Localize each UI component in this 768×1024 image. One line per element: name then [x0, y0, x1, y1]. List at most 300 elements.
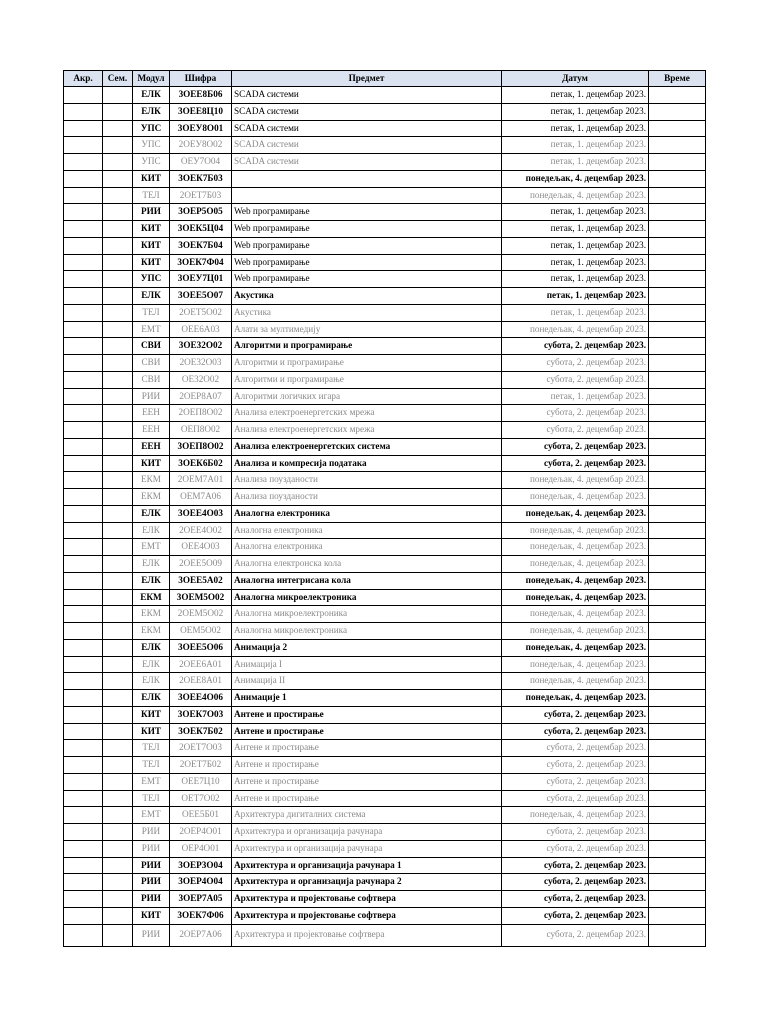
cell-predmet: Архитектура и пројектовање софтвера — [232, 907, 502, 924]
table-row — [64, 840, 706, 857]
cell-datum: субота, 2. децембар 2023. — [502, 840, 649, 857]
cell-modul: ЕЛК — [133, 522, 170, 539]
cell-sifra: 3ОЕК6Б02 — [170, 455, 232, 472]
cell-akr — [64, 606, 103, 623]
cell-sem — [103, 824, 133, 841]
cell-predmet: Web програмирање — [232, 237, 502, 254]
cell-sem — [103, 137, 133, 154]
cell-sifra: ОЕМ7А06 — [170, 489, 232, 506]
cell-sifra: 2ОЕЕ6А01 — [170, 656, 232, 673]
table-row — [64, 505, 706, 522]
cell-predmet: Аналогна електроника — [232, 522, 502, 539]
cell-datum: понедељак, 4. децембар 2023. — [502, 321, 649, 338]
cell-sifra: 3ОЕЕ8Ц10 — [170, 103, 232, 120]
table-row — [64, 304, 706, 321]
cell-akr — [64, 840, 103, 857]
cell-vreme — [649, 355, 706, 372]
table-row — [64, 706, 706, 723]
cell-sem — [103, 773, 133, 790]
cell-datum: субота, 2. децембар 2023. — [502, 405, 649, 422]
cell-modul: ЕЛК — [133, 505, 170, 522]
cell-sifra: 3ОЕЕ5А02 — [170, 572, 232, 589]
cell-vreme — [649, 204, 706, 221]
cell-sem — [103, 221, 133, 238]
table-row — [64, 907, 706, 924]
cell-sem — [103, 857, 133, 874]
table-row — [64, 489, 706, 506]
cell-modul: КИТ — [133, 706, 170, 723]
cell-predmet: Архитектура и пројектовање софтвера — [232, 891, 502, 908]
cell-predmet: Антене и простирање — [232, 740, 502, 757]
cell-predmet: SCADA системи — [232, 154, 502, 171]
cell-datum: понедељак, 4. децембар 2023. — [502, 489, 649, 506]
cell-datum: понедељак, 4. децембар 2023. — [502, 673, 649, 690]
cell-vreme — [649, 656, 706, 673]
cell-akr — [64, 757, 103, 774]
cell-modul: ЕЛК — [133, 656, 170, 673]
cell-modul: КИТ — [133, 221, 170, 238]
table-row — [64, 204, 706, 221]
cell-modul: КИТ — [133, 237, 170, 254]
cell-sifra: 2ОЕ32О03 — [170, 355, 232, 372]
cell-sifra: 3ОЕЕ8Б06 — [170, 87, 232, 104]
cell-predmet: Антене и простирање — [232, 790, 502, 807]
cell-datum: понедељак, 4. децембар 2023. — [502, 522, 649, 539]
cell-datum: субота, 2. децембар 2023. — [502, 757, 649, 774]
cell-modul: ТЕЛ — [133, 304, 170, 321]
cell-vreme — [649, 438, 706, 455]
cell-vreme — [649, 757, 706, 774]
cell-vreme — [649, 690, 706, 707]
cell-vreme — [649, 807, 706, 824]
cell-vreme — [649, 840, 706, 857]
cell-vreme — [649, 170, 706, 187]
cell-modul: РИИ — [133, 874, 170, 891]
cell-akr — [64, 355, 103, 372]
cell-vreme — [649, 572, 706, 589]
cell-sifra: 3ОЕ32О02 — [170, 338, 232, 355]
cell-vreme — [649, 154, 706, 171]
cell-predmet: Антене и простирање — [232, 723, 502, 740]
cell-sifra: 3ОЕК7Ф06 — [170, 907, 232, 924]
cell-modul: ТЕЛ — [133, 187, 170, 204]
cell-vreme — [649, 137, 706, 154]
cell-vreme — [649, 673, 706, 690]
cell-akr — [64, 388, 103, 405]
cell-modul: ЕМТ — [133, 773, 170, 790]
cell-modul: КИТ — [133, 455, 170, 472]
cell-sifra: 3ОЕУ8О01 — [170, 120, 232, 137]
table-row — [64, 857, 706, 874]
cell-modul: КИТ — [133, 254, 170, 271]
cell-modul: ЕМТ — [133, 321, 170, 338]
cell-predmet: SCADA системи — [232, 120, 502, 137]
cell-predmet: Антене и простирање — [232, 773, 502, 790]
cell-sem — [103, 572, 133, 589]
cell-predmet: Аналогна електроника — [232, 539, 502, 556]
cell-datum: петак, 1. децембар 2023. — [502, 388, 649, 405]
cell-predmet: Архитектура дигиталних система — [232, 807, 502, 824]
cell-vreme — [649, 87, 706, 104]
table-row — [64, 455, 706, 472]
cell-vreme — [649, 522, 706, 539]
cell-sem — [103, 422, 133, 439]
cell-sifra: 3ОЕР3О04 — [170, 857, 232, 874]
cell-vreme — [649, 187, 706, 204]
cell-vreme — [649, 254, 706, 271]
cell-datum: петак, 1. децембар 2023. — [502, 87, 649, 104]
table-row — [64, 472, 706, 489]
cell-sem — [103, 271, 133, 288]
cell-modul: УПС — [133, 120, 170, 137]
table-row — [64, 606, 706, 623]
header-modul: Модул — [133, 71, 170, 87]
cell-sem — [103, 539, 133, 556]
header-predmet: Предмет — [232, 71, 502, 87]
cell-predmet: Архитектура и организација рачунара 2 — [232, 874, 502, 891]
cell-predmet: Алгоритми и програмирање — [232, 338, 502, 355]
cell-sem — [103, 673, 133, 690]
cell-datum: петак, 1. децембар 2023. — [502, 271, 649, 288]
cell-vreme — [649, 623, 706, 640]
cell-vreme — [649, 639, 706, 656]
cell-sem — [103, 455, 133, 472]
cell-modul: ЕЕН — [133, 438, 170, 455]
cell-modul: ЕМТ — [133, 807, 170, 824]
cell-modul: ЕКМ — [133, 606, 170, 623]
cell-vreme — [649, 338, 706, 355]
header-sem: Сем. — [103, 71, 133, 87]
table-row — [64, 87, 706, 104]
cell-modul: КИТ — [133, 723, 170, 740]
cell-sifra: ОЕЕ4О03 — [170, 539, 232, 556]
table-row — [64, 438, 706, 455]
cell-sifra: ОЕР4О01 — [170, 840, 232, 857]
cell-modul: ЕЕН — [133, 405, 170, 422]
cell-akr — [64, 539, 103, 556]
cell-akr — [64, 288, 103, 305]
cell-sem — [103, 807, 133, 824]
cell-predmet: Анимације 1 — [232, 690, 502, 707]
cell-predmet: Аналогна електронска кола — [232, 556, 502, 573]
cell-vreme — [649, 237, 706, 254]
cell-vreme — [649, 472, 706, 489]
cell-akr — [64, 656, 103, 673]
cell-predmet: Анимација II — [232, 673, 502, 690]
cell-sifra: 2ОЕМ5О02 — [170, 606, 232, 623]
table-row — [64, 221, 706, 238]
cell-predmet: Архитектура и организација рачунара — [232, 840, 502, 857]
cell-akr — [64, 790, 103, 807]
cell-sem — [103, 639, 133, 656]
cell-akr — [64, 773, 103, 790]
cell-modul: ТЕЛ — [133, 757, 170, 774]
table-row — [64, 656, 706, 673]
header-akr: Акр. — [64, 71, 103, 87]
cell-datum: субота, 2. децембар 2023. — [502, 891, 649, 908]
table-row — [64, 170, 706, 187]
cell-akr — [64, 522, 103, 539]
table-row — [64, 790, 706, 807]
table-row — [64, 187, 706, 204]
cell-sem — [103, 840, 133, 857]
table-row — [64, 589, 706, 606]
cell-predmet: Аналогна електроника — [232, 505, 502, 522]
cell-akr — [64, 455, 103, 472]
cell-predmet: SCADA системи — [232, 137, 502, 154]
cell-akr — [64, 623, 103, 640]
cell-akr — [64, 338, 103, 355]
cell-vreme — [649, 288, 706, 305]
cell-sifra: 3ОЕУ7Ц01 — [170, 271, 232, 288]
cell-vreme — [649, 455, 706, 472]
cell-datum: петак, 1. децембар 2023. — [502, 204, 649, 221]
cell-datum: субота, 2. децембар 2023. — [502, 874, 649, 891]
cell-sifra: ОЕЕ5Б01 — [170, 807, 232, 824]
cell-modul: ЕЕН — [133, 422, 170, 439]
cell-akr — [64, 438, 103, 455]
cell-akr — [64, 891, 103, 908]
table-row — [64, 757, 706, 774]
cell-predmet: Аналогна микроелектроника — [232, 623, 502, 640]
cell-akr — [64, 723, 103, 740]
cell-sifra: 2ОЕЕ5О09 — [170, 556, 232, 573]
cell-sifra: 3ОЕК7О03 — [170, 706, 232, 723]
cell-modul: РИИ — [133, 924, 170, 946]
cell-akr — [64, 556, 103, 573]
cell-predmet: Анализа и компресија података — [232, 455, 502, 472]
table-row — [64, 522, 706, 539]
table-row — [64, 623, 706, 640]
cell-predmet: Web програмирање — [232, 271, 502, 288]
cell-modul: ЕКМ — [133, 589, 170, 606]
cell-predmet — [232, 187, 502, 204]
cell-sem — [103, 589, 133, 606]
cell-vreme — [649, 740, 706, 757]
cell-predmet: Алгоритми логичких игара — [232, 388, 502, 405]
cell-sifra: 2ОЕТ5О02 — [170, 304, 232, 321]
cell-sifra: 2ОЕР8А07 — [170, 388, 232, 405]
cell-sem — [103, 405, 133, 422]
cell-modul: КИТ — [133, 170, 170, 187]
cell-datum: субота, 2. децембар 2023. — [502, 422, 649, 439]
cell-vreme — [649, 891, 706, 908]
cell-sem — [103, 690, 133, 707]
cell-sem — [103, 757, 133, 774]
cell-akr — [64, 321, 103, 338]
table-row — [64, 807, 706, 824]
table-row — [64, 254, 706, 271]
table-row — [64, 371, 706, 388]
cell-predmet: Анализа електроенергетских мрежа — [232, 405, 502, 422]
cell-datum: субота, 2. децембар 2023. — [502, 907, 649, 924]
table-row — [64, 355, 706, 372]
cell-predmet — [232, 170, 502, 187]
cell-datum: субота, 2. децембар 2023. — [502, 438, 649, 455]
cell-sifra: 2ОЕР4О01 — [170, 824, 232, 841]
cell-datum: понедељак, 4. децембар 2023. — [502, 572, 649, 589]
cell-sem — [103, 656, 133, 673]
cell-modul: РИИ — [133, 824, 170, 841]
cell-akr — [64, 639, 103, 656]
cell-sem — [103, 321, 133, 338]
cell-sem — [103, 472, 133, 489]
cell-akr — [64, 120, 103, 137]
cell-vreme — [649, 706, 706, 723]
cell-sem — [103, 355, 133, 372]
cell-akr — [64, 907, 103, 924]
cell-akr — [64, 807, 103, 824]
cell-datum: субота, 2. децембар 2023. — [502, 371, 649, 388]
cell-sifra: 3ОЕР7А05 — [170, 891, 232, 908]
cell-akr — [64, 422, 103, 439]
cell-predmet: Антене и простирање — [232, 757, 502, 774]
cell-modul: ЕЛК — [133, 556, 170, 573]
header-row — [64, 71, 706, 87]
cell-vreme — [649, 103, 706, 120]
cell-sem — [103, 170, 133, 187]
cell-sem — [103, 522, 133, 539]
cell-datum: субота, 2. децембар 2023. — [502, 857, 649, 874]
cell-modul: РИИ — [133, 840, 170, 857]
cell-akr — [64, 706, 103, 723]
cell-datum: субота, 2. децембар 2023. — [502, 824, 649, 841]
cell-vreme — [649, 371, 706, 388]
cell-sem — [103, 120, 133, 137]
cell-predmet: Анализа поузданости — [232, 472, 502, 489]
cell-modul: СВИ — [133, 371, 170, 388]
cell-predmet: Анализа електроенергетских мрежа — [232, 422, 502, 439]
cell-akr — [64, 170, 103, 187]
cell-akr — [64, 489, 103, 506]
cell-akr — [64, 740, 103, 757]
cell-sifra: 3ОЕР4О04 — [170, 874, 232, 891]
table-row — [64, 773, 706, 790]
cell-sifra: ОЕЕ6А03 — [170, 321, 232, 338]
cell-predmet: Web програмирање — [232, 254, 502, 271]
table-row — [64, 539, 706, 556]
cell-predmet: Web програмирање — [232, 204, 502, 221]
cell-datum: петак, 1. децембар 2023. — [502, 103, 649, 120]
cell-sifra: 3ОЕК7Б04 — [170, 237, 232, 254]
table-row — [64, 120, 706, 137]
cell-predmet: Архитектура и организација рачунара 1 — [232, 857, 502, 874]
cell-sem — [103, 87, 133, 104]
cell-datum: понедељак, 4. децембар 2023. — [502, 472, 649, 489]
cell-sifra: 2ОЕТ7О03 — [170, 740, 232, 757]
cell-predmet: Анимација I — [232, 656, 502, 673]
cell-predmet: Анализа електроенергетских система — [232, 438, 502, 455]
cell-modul: УПС — [133, 137, 170, 154]
cell-sem — [103, 254, 133, 271]
table-row — [64, 690, 706, 707]
cell-sifra: 3ОЕК7Б02 — [170, 723, 232, 740]
table-row — [64, 891, 706, 908]
cell-sifra: 3ОЕМ5О02 — [170, 589, 232, 606]
cell-sem — [103, 187, 133, 204]
cell-sem — [103, 556, 133, 573]
table-row — [64, 824, 706, 841]
cell-predmet: Алати за мултимедију — [232, 321, 502, 338]
cell-vreme — [649, 857, 706, 874]
cell-predmet: Антене и простирање — [232, 706, 502, 723]
cell-vreme — [649, 556, 706, 573]
cell-sifra: ОЕУ7О04 — [170, 154, 232, 171]
cell-sem — [103, 154, 133, 171]
cell-datum: понедељак, 4. децембар 2023. — [502, 606, 649, 623]
cell-datum: понедељак, 4. децембар 2023. — [502, 656, 649, 673]
cell-modul: ЕЛК — [133, 673, 170, 690]
cell-datum: субота, 2. децембар 2023. — [502, 723, 649, 740]
cell-datum: петак, 1. децембар 2023. — [502, 254, 649, 271]
cell-modul: ТЕЛ — [133, 740, 170, 757]
cell-modul: РИИ — [133, 857, 170, 874]
cell-datum: субота, 2. децембар 2023. — [502, 924, 649, 946]
table-row — [64, 288, 706, 305]
cell-akr — [64, 690, 103, 707]
cell-akr — [64, 221, 103, 238]
table-row — [64, 154, 706, 171]
cell-sifra: ОЕ32О02 — [170, 371, 232, 388]
cell-sifra: 3ОЕК5Ц04 — [170, 221, 232, 238]
cell-predmet: SCADA системи — [232, 103, 502, 120]
cell-akr — [64, 472, 103, 489]
cell-datum: понедељак, 4. децембар 2023. — [502, 623, 649, 640]
cell-vreme — [649, 422, 706, 439]
cell-modul: ЕЛК — [133, 690, 170, 707]
cell-akr — [64, 857, 103, 874]
cell-vreme — [649, 120, 706, 137]
cell-sifra: ОЕП8О02 — [170, 422, 232, 439]
cell-sifra: 3ОЕП8О02 — [170, 438, 232, 455]
table-row — [64, 740, 706, 757]
cell-sem — [103, 288, 133, 305]
cell-sem — [103, 740, 133, 757]
cell-vreme — [649, 824, 706, 841]
cell-sifra: 3ОЕК7Ф04 — [170, 254, 232, 271]
cell-datum: субота, 2. децембар 2023. — [502, 740, 649, 757]
cell-sifra: 3ОЕК7Б03 — [170, 170, 232, 187]
cell-akr — [64, 137, 103, 154]
cell-modul: ЕЛК — [133, 87, 170, 104]
cell-sifra: 2ОЕТ7Б03 — [170, 187, 232, 204]
cell-akr — [64, 824, 103, 841]
table-row — [64, 572, 706, 589]
cell-sifra: 2ОЕТ7Б02 — [170, 757, 232, 774]
table-row — [64, 673, 706, 690]
cell-modul: РИИ — [133, 388, 170, 405]
cell-datum: субота, 2. децембар 2023. — [502, 706, 649, 723]
cell-sem — [103, 606, 133, 623]
table-row — [64, 237, 706, 254]
cell-modul: КИТ — [133, 907, 170, 924]
cell-sem — [103, 891, 133, 908]
cell-vreme — [649, 606, 706, 623]
cell-sifra: 3ОЕЕ5О07 — [170, 288, 232, 305]
cell-akr — [64, 304, 103, 321]
cell-modul: СВИ — [133, 338, 170, 355]
table-row — [64, 388, 706, 405]
cell-sifra: ОЕТ7О02 — [170, 790, 232, 807]
cell-datum: петак, 1. децембар 2023. — [502, 221, 649, 238]
cell-modul: ТЕЛ — [133, 790, 170, 807]
cell-datum: понедељак, 4. децембар 2023. — [502, 187, 649, 204]
cell-sem — [103, 924, 133, 946]
cell-akr — [64, 254, 103, 271]
header-vreme: Време — [649, 71, 706, 87]
cell-vreme — [649, 924, 706, 946]
cell-sem — [103, 204, 133, 221]
